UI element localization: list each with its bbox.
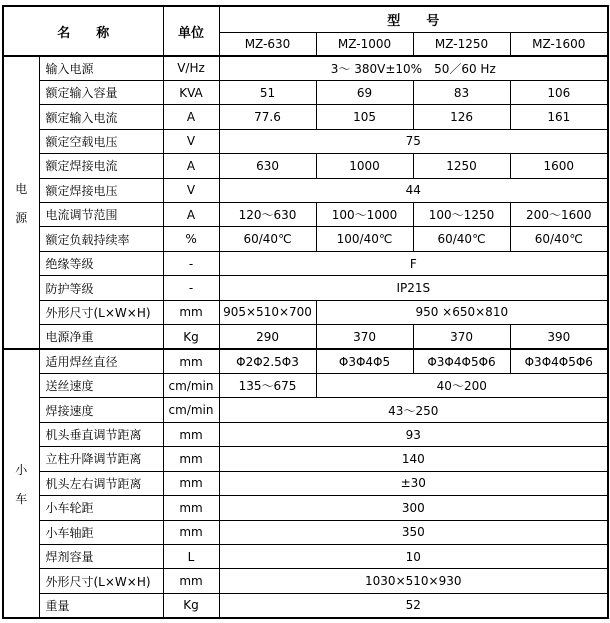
row-value: 69: [316, 80, 413, 104]
table-row: [3, 178, 608, 202]
table-row: [3, 496, 608, 520]
row-label: 绝缘等级: [39, 251, 163, 275]
row-unit: mm: [163, 471, 219, 495]
table-row: [3, 251, 608, 275]
row-label: 焊接速度: [39, 398, 163, 422]
group-label-carriage-text: [4, 350, 39, 617]
group-label-power-text: [4, 57, 39, 348]
row-value: 1250: [413, 154, 510, 178]
spec-table: [2, 5, 609, 619]
row-value: 60/40℃: [413, 227, 510, 251]
row-unit: cm/min: [163, 373, 219, 397]
row-label: 输入电源: [39, 56, 163, 80]
model-group-header: 型 号: [219, 6, 608, 32]
row-label: 电源净重: [39, 325, 163, 349]
row-unit: -: [163, 251, 219, 275]
row-label: 额定焊接电压: [39, 178, 163, 202]
row-value: Φ3Φ4Φ5: [316, 349, 413, 373]
row-unit: V: [163, 178, 219, 202]
row-unit: A: [163, 203, 219, 227]
table-row: [3, 325, 608, 349]
row-unit: Kg: [163, 325, 219, 349]
row-value: 105: [316, 105, 413, 129]
row-value: 370: [316, 325, 413, 349]
row-value: 140: [219, 447, 608, 471]
row-value: 135～675: [219, 373, 316, 397]
row-unit: L: [163, 544, 219, 568]
table-row: [3, 129, 608, 153]
row-value: 43～250: [219, 398, 608, 422]
row-value: 3～ 380V±10% 50／60 Hz: [219, 56, 608, 80]
group-label-carriage: [3, 349, 39, 618]
group-char: 车: [15, 491, 28, 506]
row-value: 950 ×650×810: [316, 300, 608, 324]
row-label: 额定输入容量: [39, 80, 163, 104]
table-row: [3, 154, 608, 178]
row-unit: mm: [163, 300, 219, 324]
row-value: 100～1000: [316, 203, 413, 227]
row-value: 10: [219, 544, 608, 568]
row-value: IP21S: [219, 276, 608, 300]
row-value: F: [219, 251, 608, 275]
row-unit: %: [163, 227, 219, 251]
table-row: [3, 422, 608, 446]
row-label: 送丝速度: [39, 373, 163, 397]
group-char: 源: [15, 210, 28, 225]
row-label: 外形尺寸(L×W×H): [39, 569, 163, 593]
row-value: Φ3Φ4Φ5Φ6: [413, 349, 510, 373]
name-column-header: 名 称: [3, 6, 163, 56]
row-value: 1600: [510, 154, 608, 178]
group-label-power: [3, 56, 39, 349]
row-value: 350: [219, 520, 608, 544]
row-label: 额定负载持续率: [39, 227, 163, 251]
row-value: 161: [510, 105, 608, 129]
row-value: 1000: [316, 154, 413, 178]
row-value: 93: [219, 422, 608, 446]
row-unit: KVA: [163, 80, 219, 104]
table-row: [3, 593, 608, 618]
row-value: 51: [219, 80, 316, 104]
table-row: [3, 471, 608, 495]
row-label: 外形尺寸(L×W×H): [39, 300, 163, 324]
table-row: [3, 373, 608, 397]
model-column-header: MZ-1600: [510, 32, 608, 56]
row-value: 100/40℃: [316, 227, 413, 251]
table-row: [3, 447, 608, 471]
row-value: 200～1600: [510, 203, 608, 227]
row-unit: mm: [163, 520, 219, 544]
table-row: [3, 569, 608, 593]
row-value: 40～200: [316, 373, 608, 397]
row-label: 额定输入电流: [39, 105, 163, 129]
row-value: 370: [413, 325, 510, 349]
table-row: [3, 276, 608, 300]
row-unit: V/Hz: [163, 56, 219, 80]
model-column-header: MZ-1250: [413, 32, 510, 56]
row-unit: mm: [163, 496, 219, 520]
row-unit: mm: [163, 349, 219, 373]
row-value: 290: [219, 325, 316, 349]
row-unit: -: [163, 276, 219, 300]
row-value: 100～1250: [413, 203, 510, 227]
row-unit: Kg: [163, 593, 219, 618]
row-value: 60/40℃: [510, 227, 608, 251]
model-column-header: MZ-630: [219, 32, 316, 56]
row-label: 防护等级: [39, 276, 163, 300]
row-unit: mm: [163, 422, 219, 446]
row-label: 机头左右调节距离: [39, 471, 163, 495]
row-label: 焊剂容量: [39, 544, 163, 568]
table-row: [3, 105, 608, 129]
row-label: 小车轴距: [39, 520, 163, 544]
row-unit: A: [163, 154, 219, 178]
row-value: Φ3Φ4Φ5Φ6: [510, 349, 608, 373]
row-value: 44: [219, 178, 608, 202]
row-value: 75: [219, 129, 608, 153]
table-row: [3, 349, 608, 373]
row-value: 1030×510×930: [219, 569, 608, 593]
row-value: 52: [219, 593, 608, 618]
table-row: [3, 544, 608, 568]
group-char: 电: [15, 181, 28, 196]
row-value: 905×510×700: [219, 300, 316, 324]
row-value: 126: [413, 105, 510, 129]
row-unit: mm: [163, 569, 219, 593]
row-label: 机头垂直调节距离: [39, 422, 163, 446]
row-label: 额定空载电压: [39, 129, 163, 153]
unit-column-header: 单位: [163, 6, 219, 56]
row-label: 立柱升降调节距离: [39, 447, 163, 471]
row-label: 适用焊丝直径: [39, 349, 163, 373]
row-value: 300: [219, 496, 608, 520]
row-unit: V: [163, 129, 219, 153]
row-value: 83: [413, 80, 510, 104]
model-column-header: MZ-1000: [316, 32, 413, 56]
row-unit: A: [163, 105, 219, 129]
row-value: 106: [510, 80, 608, 104]
row-value: 120～630: [219, 203, 316, 227]
row-value: 390: [510, 325, 608, 349]
row-label: 电流调节范围: [39, 203, 163, 227]
table-row: [3, 520, 608, 544]
table-row: [3, 398, 608, 422]
table-row: [3, 300, 608, 324]
table-row: [3, 80, 608, 104]
row-unit: cm/min: [163, 398, 219, 422]
row-label: 小车轮距: [39, 496, 163, 520]
row-value: 60/40℃: [219, 227, 316, 251]
row-unit: mm: [163, 447, 219, 471]
row-value: ±30: [219, 471, 608, 495]
table-row: [3, 56, 608, 80]
header-row-type: [3, 6, 608, 32]
row-value: 630: [219, 154, 316, 178]
row-label: 额定焊接电流: [39, 154, 163, 178]
row-label: 重量: [39, 593, 163, 618]
row-value: 77.6: [219, 105, 316, 129]
table-row: [3, 203, 608, 227]
row-value: Φ2Φ2.5Φ3: [219, 349, 316, 373]
table-row: [3, 227, 608, 251]
group-char: 小: [15, 462, 28, 477]
